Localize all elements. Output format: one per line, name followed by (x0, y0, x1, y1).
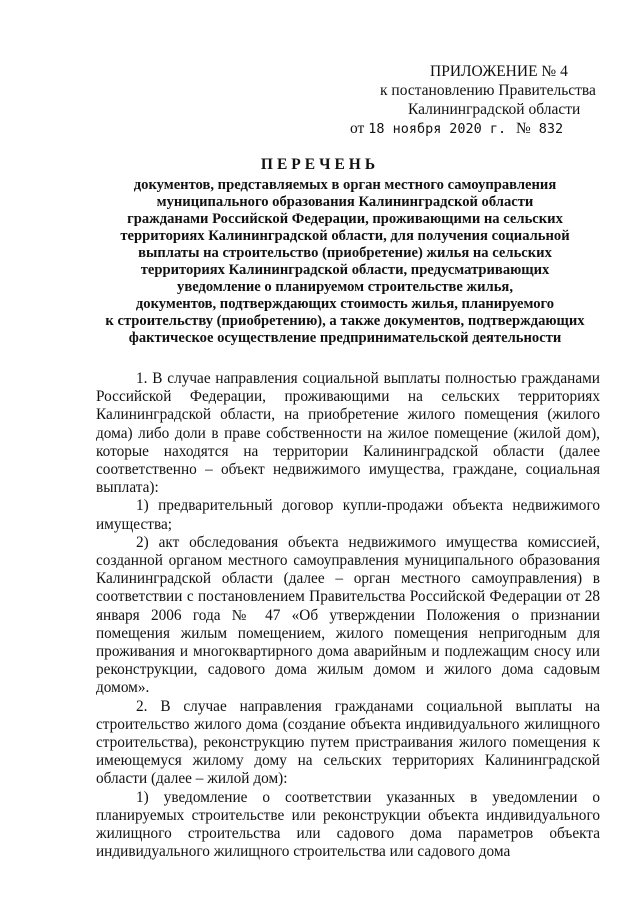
date-day-month: 18 ноября (368, 121, 442, 137)
body-paragraph: 2) акт обследования объекта недвижимого имущества комиссией, созданной органом местного самоуправления муниципального образования Калининградской области (далее – орган местного самоуправления) в соответствии с постановлением Правительства Российской Федерации от 28 января 2006 года № 47 «Об утверждении Положения о признании помещения жилым помещением, жилого помещения непригодным для проживания и многоквартирного дома аварийным и подлежащим сносу или реконструкции, садового дома жилым домом и жилого дома садовым домом». (96, 533, 600, 697)
subtitle-line: к строительству (приобретению), а также документов, подтверждающих (105, 313, 585, 329)
subtitle-line: гражданами Российской Федерации, проживающими на сельских (127, 211, 563, 227)
appendix-block (330, 62, 600, 139)
appendix-date-line (330, 119, 600, 139)
subtitle-line: фактическое осуществление предпринимательской деятельности (128, 330, 562, 346)
date-year-number: 2020 г. (449, 121, 507, 137)
subtitle-line: территориях Калининградской области, предусматривающих (140, 262, 550, 278)
appendix-title: ПРИЛОЖЕНИЕ № 4 (430, 63, 568, 80)
subtitle-line: муниципального образования Калининградской области (156, 194, 534, 210)
document-title: ПЕРЕЧЕНЬ (260, 156, 380, 173)
appendix-line-region: Калининградской области (408, 101, 581, 118)
subtitle-line: территориях Калининградской области, для получения социальной (120, 228, 570, 244)
subtitle-line: документов, подтверждающих стоимость жилья, планируемого (135, 296, 555, 312)
document-subtitle (90, 177, 600, 347)
document-body (96, 370, 600, 861)
appendix-line-resolution: к постановлению Правительства (380, 82, 596, 99)
body-paragraph: 1) предварительный договор купли-продажи объекта недвижимого имущества; (96, 497, 600, 533)
subtitle-line: документов, представляемых в орган местного самоуправления (133, 177, 557, 193)
date-prefix: от (350, 120, 365, 137)
subtitle-line: выплаты на строительство (приобретение) жилья на сельских (138, 245, 552, 261)
document-number: 832 (538, 121, 564, 137)
body-paragraph: 1) уведомление о соответствии указанных в уведомлении о планируемых строительстве или реконструкции объекта индивидуального жилищного строительства или садового дома параметров объекта индивидуального жилищного строительства или садового дома (96, 788, 600, 861)
body-paragraph: 2. В случае направления гражданами социальной выплаты на строительство жилого дома (создание объекта индивидуального жилищного строительства), реконструкцию путем пристраивания жилого помещения к имеющемуся жилому дому на сельских территориях Калининградской области (далее – жилой дом): (96, 697, 600, 788)
subtitle-line: уведомление о планируемом строительстве жилья, (177, 279, 513, 295)
number-sign: № (516, 120, 531, 137)
body-paragraph: 1. В случае направления социальной выплаты полностью гражданами Российской Федерации, проживающими на сельских территориях Калининградской области, на приобретение жилого помещения (жилого дома) либо доли в праве собственности на жилое помещение (жилой дом), которые находятся на территории Калининградской области (далее соответственно – объект недвижимого имущества, граждане, социальная выплата): (96, 370, 600, 497)
